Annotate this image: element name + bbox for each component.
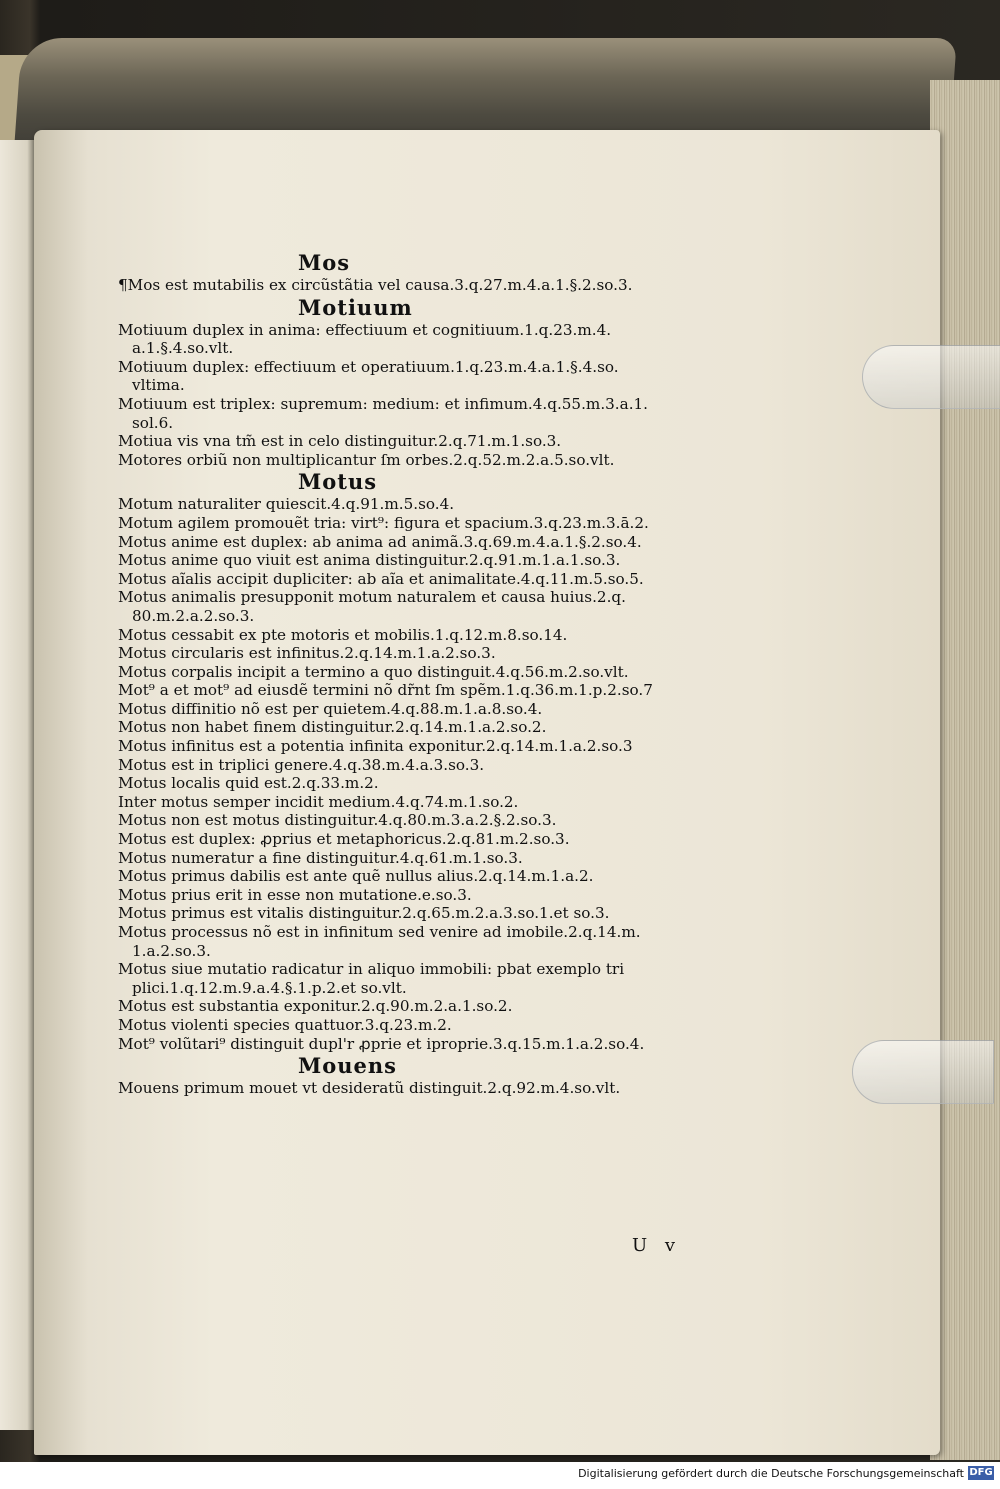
section-heading: Motiuum [298, 294, 413, 320]
entry-line: Motus anime quo viuit est anima distinguitur.2.q.91.m.1.a.1.so.3. [118, 551, 621, 570]
entry-line: Motum agilem promouẽt tria: virt⁹: figura et spacium.3.q.23.m.3.ā.2. [118, 513, 649, 532]
index-entry [118, 626, 768, 645]
entry-line: Motus prius erit in esse non mutatione.e.so.3. [118, 885, 472, 904]
index-entry [118, 718, 768, 737]
entry-line: Motiuum duplex: effectiuum et operatiuum.1.q.23.m.4.a.1.§.4.so. [118, 357, 619, 376]
entry-line: Motus primus dabilis est ante quẽ nullus alius.2.q.14.m.1.a.2. [118, 867, 594, 886]
entry-line: Motus non est motus distinguitur.4.q.80.m.3.a.2.§.2.so.3. [118, 811, 557, 830]
index-entry [118, 551, 768, 570]
entry-line: Mouens primum mouet vt desideratũ distinguit.2.q.92.m.4.so.vlt. [118, 1079, 621, 1098]
index-entry [118, 321, 768, 358]
index-entry [118, 1079, 768, 1098]
signature-mark: U v [632, 1235, 682, 1256]
entry-line: Mot⁹ volũtari⁹ distinguit dupl'r ꝓprie et iproprie.3.q.15.m.1.a.2.so.4. [118, 1034, 645, 1053]
index-entry [118, 451, 768, 470]
entry-line: Inter motus semper incidit medium.4.q.74.m.1.so.2. [118, 792, 519, 811]
index-entry [118, 514, 768, 533]
index-entry [118, 644, 768, 663]
entry-line: Motus diffinitio nõ est per quietem.4.q.88.m.1.a.8.so.4. [118, 699, 543, 718]
entry-line: Motus aĩalis accipit dupliciter: ab aĩa et animalitate.4.q.11.m.5.so.5. [118, 569, 644, 588]
entry-line: Motus non habet finem distinguitur.2.q.14.m.1.a.2.so.2. [118, 718, 547, 737]
entry-line: Motores orbiũ non multiplicantur ſm orbes.2.q.52.m.2.a.5.so.vlt. [118, 450, 615, 469]
entry-line: Motiuum est triplex: supremum: medium: et infimum.4.q.55.m.3.a.1. [118, 394, 649, 413]
entry-line: Motus primus est vitalis distinguitur.2.q.65.m.2.a.3.so.1.et so.3. [118, 904, 610, 923]
entry-line: Motus cessabit ex pte motoris et mobilis.1.q.12.m.8.so.14. [118, 625, 568, 644]
page-clip [862, 345, 1000, 409]
entry-line: Motus localis quid est.2.q.33.m.2. [118, 774, 379, 793]
index-entry [118, 276, 768, 295]
index-entry [118, 923, 768, 960]
entry-line: Motus est substantia exponitur.2.q.90.m.2.a.1.so.2. [118, 997, 513, 1016]
index-entry [118, 774, 768, 793]
index-entry [118, 886, 768, 905]
index-entry [118, 811, 768, 830]
entry-continuation: sol.6. [132, 413, 174, 432]
index-entry [118, 1016, 768, 1035]
index-entry [118, 358, 768, 395]
entry-line: ¶Mos est mutabilis ex circũstãtia vel causa.3.q.27.m.4.a.1.§.2.so.3. [118, 276, 633, 294]
index-entry [118, 793, 768, 812]
left-page-edge [0, 140, 34, 1430]
section-heading: Mouens [298, 1053, 397, 1079]
index-entry [118, 395, 768, 432]
section-heading: Mos [298, 250, 351, 275]
index-entry [118, 570, 768, 589]
book-fore-edge [930, 80, 1000, 1460]
entry-line: Motus violenti species quattuor.3.q.23.m.2. [118, 1015, 452, 1034]
index-entry [118, 1035, 768, 1054]
index-entry [118, 588, 768, 625]
index-entry [118, 432, 768, 451]
index-text-block [118, 250, 768, 1098]
entry-line: Motus circularis est infinitus.2.q.14.m.1.a.2.so.3. [118, 644, 496, 663]
entry-continuation: 1.a.2.so.3. [132, 941, 211, 960]
section-heading: Motus [298, 469, 378, 495]
index-entry [118, 997, 768, 1016]
entry-continuation: a.1.§.4.so.vlt. [132, 339, 234, 358]
index-entry [118, 830, 768, 849]
entry-line: Motus est duplex: ꝓprius et metaphoricus.2.q.81.m.2.so.3. [118, 830, 570, 849]
dfg-logo: DFG [969, 1467, 993, 1478]
index-entry [118, 737, 768, 756]
index-entry [118, 756, 768, 775]
entry-line: Motus est in triplici genere.4.q.38.m.4.a.3.so.3. [118, 755, 485, 774]
page-clip [852, 1040, 994, 1104]
entry-line: Motus processus nõ est in infinitum sed venire ad imobile.2.q.14.m. [118, 923, 641, 941]
entry-line: Motus siue mutatio radicatur in aliquo immobili: pbat exemplo tri [118, 960, 625, 979]
index-entry [118, 681, 768, 700]
index-entry [118, 867, 768, 886]
entry-line: Motum naturaliter quiescit.4.q.91.m.5.so.4. [118, 495, 455, 514]
entry-line: Motiuum duplex in anima: effectiuum et cognitiuum.1.q.23.m.4. [118, 320, 612, 339]
index-entry [118, 904, 768, 923]
entry-line: Motus anime est duplex: ab anima ad animã.3.q.69.m.4.a.1.§.2.so.4. [118, 532, 642, 551]
entry-continuation: plici.1.q.12.m.9.a.4.§.1.p.2.et so.vlt. [132, 978, 407, 997]
entry-line: Motus animalis presupponit motum naturalem et causa huius.2.q. [118, 588, 626, 607]
index-entry [118, 495, 768, 514]
index-entry [118, 960, 768, 997]
index-entry [118, 849, 768, 868]
entry-line: Motiua vis vna tm̃ est in celo distinguitur.2.q.71.m.1.so.3. [118, 432, 562, 451]
footer-credit: Digitalisierung gefördert durch die Deutsche Forschungsgemeinschaft [578, 1467, 964, 1480]
entry-line: Motus corpalis incipit a termino a quo distinguit.4.q.56.m.2.so.vlt. [118, 662, 629, 681]
index-entry [118, 700, 768, 719]
entry-continuation: 80.m.2.a.2.so.3. [132, 606, 255, 625]
entry-line: Motus numeratur a fine distinguitur.4.q.61.m.1.so.3. [118, 848, 523, 867]
entry-continuation: vltima. [132, 376, 185, 395]
index-entry [118, 533, 768, 552]
entry-line: Motus infinitus est a potentia infinita exponitur.2.q.14.m.1.a.2.so.3 [118, 737, 633, 756]
entry-line: Mot⁹ a et mot⁹ ad eiusdẽ termini nõ dr̃nt ſm spẽm.1.q.36.m.1.p.2.so.7 [118, 681, 653, 700]
index-entry [118, 663, 768, 682]
